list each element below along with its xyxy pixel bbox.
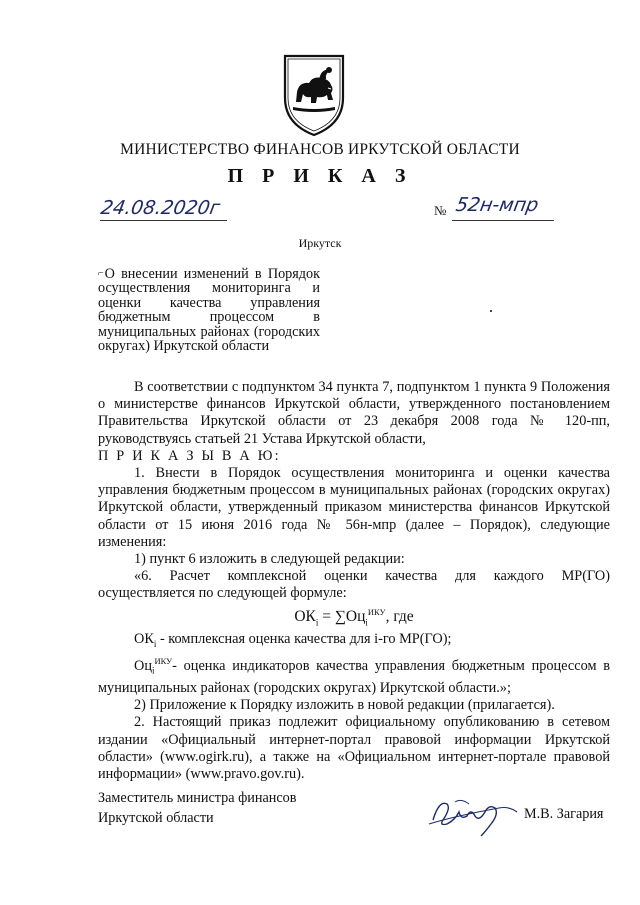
signer-position-line-1: Заместитель министра финансов [98,790,297,806]
definition-oc [98,653,610,697]
number-sign: № [434,203,447,218]
handwritten-date: 24.08.2020г [99,197,222,219]
order-subject [98,267,320,353]
formula [98,604,610,631]
formula-lhs-sub: i [315,616,319,627]
city-name: Иркутск [298,236,342,250]
formula-rhs-sub: i [365,616,368,627]
signer-name: М.В. Загария [524,806,604,822]
definition-oc-sup: ИКУ [154,656,173,667]
item-2-paragraph: 2. Настоящий приказ подлежит официальному опубликованию в сетевом издании «Официальный интернет-портал правовой информации Иркутской области» (www.ogirk.ru), а также на «Официальном интернет-портале правовой информации» (www.pravo.gov.ru). [98,714,610,782]
definition-oc-symbol: Оц [134,657,152,674]
date-underline [100,220,227,221]
definition-ok-text: - комплексная оценка качества для i-го МР(ГО); [156,631,452,648]
formula-rhs-sup: ИКУ [367,606,386,617]
quote-point-6: «6. Расчет комплексной оценки качества для каждого МР(ГО) осуществляется по следующей формуле: [98,568,610,602]
order-directive: П Р И К А З Ы В А Ю: [98,447,281,464]
definition-oc-text: - оценка индикаторов качества управления бюджетным процессом в муниципальных районах (городских округах) Иркутской области.»; [98,657,610,696]
order-body [98,379,610,783]
definition-ok [98,631,610,653]
subject-text: О внесении изменений в Порядок осуществления мониторинга и оценки качества управления бюджетным процессом в муниципальных районах (городских округах) Иркутской области [98,266,320,355]
definition-ok-sub: i [153,638,157,649]
item-1-paragraph: 1. Внести в Порядок осуществления мониторинга и оценки качества управления бюджетным процессом в муниципальных районах (городских округах) Иркутской области, утвержденный приказом министерства финансов Иркутской области от 15 июня 2016 года № 56н-мпр (далее – Порядок), следующие изменения: [98,465,610,550]
subitem-1-paragraph: 1) пункт 6 изложить в следующей редакции: [134,551,405,568]
number-underline [452,220,554,221]
preamble-paragraph: В соответствии с подпунктом 34 пункта 7, подпунктом 1 пункта 9 Положения о министерстве финансов Иркутской области, утвержденного постановлением Правительства Иркутской области от 23 декабря 2008 года № 120-пп, руководствуясь статьей 21 Устава Иркутской области, [98,379,610,447]
coat-of-arms-icon [279,52,349,138]
handwritten-order-number: 52н-мпр [454,194,541,216]
handwritten-signature-icon [425,790,525,840]
formula-lhs: ОК [294,607,316,625]
signer-position-line-2: Иркутской области [98,810,214,826]
scan-dot [490,310,492,312]
formula-rhs: = ∑Оц [318,607,366,625]
definition-oc-sub: i [151,665,155,676]
document-type-title: П Р И К А З [227,165,413,187]
subitem-2-paragraph: 2) Приложение к Порядку изложить в новой редакции (прилагается). [134,697,555,714]
left-corner-bracket-icon: ⌐ [98,268,104,279]
formula-tail: , где [385,607,414,625]
ministry-name: МИНИСТЕРСТВО ФИНАНСОВ ИРКУТСКОЙ ОБЛАСТИ [120,141,520,158]
signer-position [98,788,296,828]
definition-ok-symbol: ОК [134,631,154,648]
